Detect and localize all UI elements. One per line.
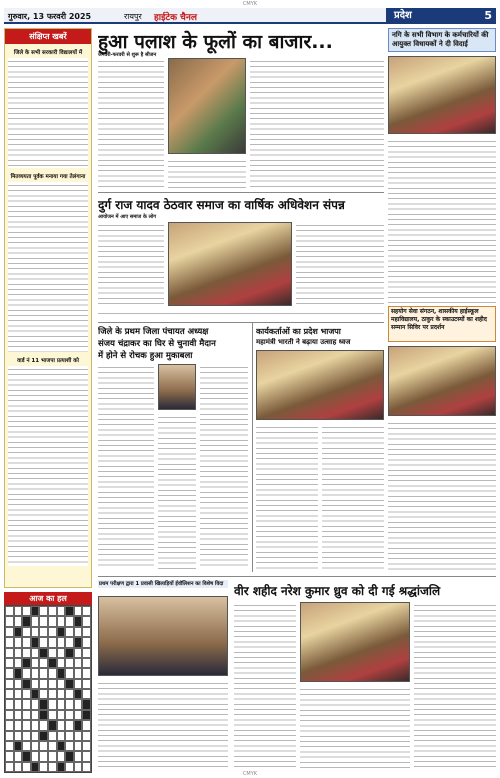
crossword-cell	[48, 668, 57, 678]
crossword-cell	[5, 658, 14, 668]
page-number: 5	[484, 9, 492, 22]
crossword-cell	[65, 668, 74, 678]
crossword-cell	[65, 658, 74, 668]
crossword-cell	[82, 648, 91, 658]
brief-text	[8, 58, 88, 168]
crossword-cell	[14, 741, 23, 751]
main-story-col2	[168, 158, 246, 188]
crossword-cell	[82, 627, 91, 637]
crossword-cell	[48, 741, 57, 751]
crossword-cell	[57, 606, 66, 616]
crossword-cell	[31, 606, 40, 616]
crossword-cell	[22, 720, 31, 730]
sanjay-portrait	[158, 364, 196, 410]
crossword-cell	[5, 616, 14, 626]
crossword-cell	[39, 741, 48, 751]
crossword-cell	[65, 731, 74, 741]
crossword-cell	[39, 616, 48, 626]
crossword-cell	[48, 637, 57, 647]
crossword-cell	[31, 751, 40, 761]
crossword-cell	[82, 689, 91, 699]
crossword-cell	[31, 720, 40, 730]
crossword-cell	[48, 720, 57, 730]
brief-headline: जिले के सभी सरकारी विद्यालयों में	[13, 50, 83, 56]
crossword-cell	[14, 616, 23, 626]
crossword-cell	[22, 616, 31, 626]
crossword-cell	[65, 616, 74, 626]
crossword-cell	[5, 606, 14, 616]
crossword-cell	[74, 689, 83, 699]
crossword-cell	[22, 741, 31, 751]
crossword-cell	[74, 616, 83, 626]
crossword-cell	[22, 751, 31, 761]
crossword-cell	[48, 679, 57, 689]
crossword-cell	[65, 637, 74, 647]
bottom-left-photo	[98, 596, 228, 676]
crossword-cell	[22, 699, 31, 709]
crossword-cell	[31, 658, 40, 668]
karyakarta-headline-2: महामंत्री भारती ने बढ़ाया उत्साह ध्वज	[256, 338, 351, 346]
crossword-cell	[22, 648, 31, 658]
sanjay-col2	[158, 414, 196, 570]
karyakarta-col1	[256, 424, 318, 570]
briefs-column	[4, 28, 92, 588]
brief-text	[8, 366, 88, 566]
crossword-cell	[57, 699, 66, 709]
right-mid-headline: सहयोग सेवा संगठन, शासकीय हाईस्कूल महाविद्यालय, ठाकुर के स्काउटस्यों का शहीद सम्मान सिविर पर प्रदर्शन	[388, 306, 496, 342]
brief-text	[8, 182, 88, 352]
crossword-cell	[82, 720, 91, 730]
crossword-cell	[22, 668, 31, 678]
briefs-title: संक्षिप्त खबरें	[5, 29, 91, 44]
crossword-cell	[22, 637, 31, 647]
crossword-cell	[82, 710, 91, 720]
crossword-cell	[74, 699, 83, 709]
crossword-cell	[14, 720, 23, 730]
right-top-text	[388, 138, 496, 306]
crossword-cell	[14, 751, 23, 761]
durg-col3	[98, 310, 384, 318]
crossword-cell	[74, 720, 83, 730]
crossword-cell	[57, 658, 66, 668]
naresh-col1	[234, 602, 296, 770]
crossword-cell	[74, 731, 83, 741]
crossword-cell	[48, 606, 57, 616]
crossword-cell	[39, 658, 48, 668]
crossword-cell	[74, 741, 83, 751]
crossword-cell	[39, 627, 48, 637]
crossword-cell	[65, 720, 74, 730]
crossword-cell	[31, 616, 40, 626]
crossword-cell	[22, 731, 31, 741]
sanjay-headline-2: संजय चंद्राकर का घिर से चुनावी मैदान	[98, 339, 216, 349]
crossword-cell	[31, 679, 40, 689]
crossword-title: आज का हल	[4, 592, 92, 605]
crossword-cell	[48, 648, 57, 658]
crossword-cell	[14, 689, 23, 699]
crossword-cell	[74, 648, 83, 658]
crossword-cell	[48, 699, 57, 709]
durg-col1	[98, 222, 164, 306]
crossword-cell	[14, 731, 23, 741]
crossword-cell	[57, 710, 66, 720]
crossword-cell	[39, 606, 48, 616]
crossword-cell	[57, 648, 66, 658]
crossword-cell	[74, 679, 83, 689]
crossword-cell	[57, 637, 66, 647]
divider	[98, 192, 384, 193]
karyakarta-headline-1: कार्यकर्ताओं का प्रदेश भाजपा	[256, 327, 341, 336]
crossword-cell	[65, 689, 74, 699]
crossword-cell	[39, 699, 48, 709]
crossword-cell	[14, 668, 23, 678]
durg-col2	[296, 222, 384, 306]
crossword-cell	[57, 751, 66, 761]
right-top-photo	[388, 56, 496, 134]
sanjay-headline-3: में होने से रोचक हुआ मुकाबला	[98, 351, 193, 361]
crossword-cell	[39, 689, 48, 699]
crossword-cell	[48, 751, 57, 761]
crossword-cell	[74, 658, 83, 668]
crossword-cell	[31, 637, 40, 647]
crossword-cell	[82, 616, 91, 626]
crossword-cell	[82, 731, 91, 741]
durg-sub: आयोजन में आए समाज के लोग	[98, 214, 157, 220]
crossword-cell	[31, 689, 40, 699]
right-mid-photo	[388, 346, 496, 416]
brief-headline: वार्ड नं 11 भाजपा प्रत्याशी को	[17, 358, 79, 364]
main-headline: हुआ पलाश के फूलों का बाजार...	[98, 31, 333, 53]
divider	[252, 322, 253, 572]
naresh-photo	[300, 602, 410, 682]
bottom-left-text	[98, 680, 228, 770]
crossword-cell	[39, 731, 48, 741]
city-name: रायपुर	[124, 12, 142, 21]
crossword-cell	[14, 710, 23, 720]
crossword-cell	[31, 710, 40, 720]
right-box-headline: नगि के सभी विभाग के कर्मचारियों की आयुक्त विधायकों ने दी विदाई	[388, 28, 496, 52]
right-mid-text	[388, 420, 496, 570]
crossword-cell	[14, 606, 23, 616]
main-story-col3	[250, 58, 384, 188]
crossword-cell	[82, 741, 91, 751]
page-header	[4, 8, 496, 24]
crossword-cell	[22, 658, 31, 668]
crossword-cell	[65, 606, 74, 616]
crossword-cell	[14, 658, 23, 668]
crossword-cell	[5, 668, 14, 678]
crossword-cell	[39, 637, 48, 647]
crossword-cell	[65, 710, 74, 720]
brand-name: हाईटेक चैनल	[154, 13, 197, 23]
crossword-cell	[48, 731, 57, 741]
crossword-cell	[48, 689, 57, 699]
crossword-cell	[31, 648, 40, 658]
crossword-cell	[74, 751, 83, 761]
crossword-cell	[31, 741, 40, 751]
crossword-cell	[22, 606, 31, 616]
crossword-cell	[82, 606, 91, 616]
crossword-cell	[5, 627, 14, 637]
crossword-cell	[14, 637, 23, 647]
crossword-cell	[65, 751, 74, 761]
crossword-cell	[82, 679, 91, 689]
crossword-cell	[5, 731, 14, 741]
crossword-cell	[74, 668, 83, 678]
crossword-cell	[5, 751, 14, 761]
crossword-cell	[48, 627, 57, 637]
cmyk-mark-top: CMYK	[242, 1, 258, 7]
durg-headline: दुर्ग राज यादव ठेठवार समाज का वार्षिक अधिवेशन संपन्न	[98, 198, 345, 212]
crossword-cell	[57, 627, 66, 637]
naresh-col2	[300, 686, 410, 770]
section-label: प्रदेश	[386, 8, 496, 24]
crossword-cell	[22, 710, 31, 720]
crossword-cell	[31, 627, 40, 637]
crossword-cell	[22, 627, 31, 637]
crossword-cell	[39, 668, 48, 678]
durg-photo	[168, 222, 292, 306]
divider	[98, 576, 496, 577]
crossword-cell	[74, 606, 83, 616]
crossword-cell	[5, 710, 14, 720]
crossword-cell	[57, 668, 66, 678]
crossword-cell	[65, 627, 74, 637]
crossword-cell	[31, 731, 40, 741]
crossword-cell	[65, 699, 74, 709]
karyakarta-col2	[322, 424, 384, 570]
crossword-cell	[48, 658, 57, 668]
crossword-cell	[39, 720, 48, 730]
crossword-cell	[5, 648, 14, 658]
crossword-cell	[31, 668, 40, 678]
karyakarta-photo	[256, 350, 384, 420]
crossword-cell	[39, 648, 48, 658]
crossword-cell	[14, 679, 23, 689]
naresh-col3	[414, 602, 496, 770]
crossword-cell	[57, 720, 66, 730]
brief-headline: मितव्ययता पूर्वक मनाया गया तेलंगाना	[10, 174, 86, 180]
crossword-cell	[14, 627, 23, 637]
crossword-cell	[82, 658, 91, 668]
crossword-cell	[14, 648, 23, 658]
sanjay-col3	[200, 364, 248, 570]
crossword-cell	[82, 699, 91, 709]
crossword-cell	[74, 637, 83, 647]
crossword-cell	[82, 668, 91, 678]
sanjay-headline-1: जिले के प्रथम जिला पंचायत अध्यक्ष	[98, 327, 209, 337]
crossword-cell	[57, 731, 66, 741]
crossword-cell	[57, 741, 66, 751]
crossword-cell	[5, 720, 14, 730]
crossword-cell	[65, 648, 74, 658]
crossword-cell	[39, 751, 48, 761]
crossword-cell	[82, 751, 91, 761]
issue-date: गुरुवार, 13 फरवरी 2025	[8, 12, 92, 21]
crossword-cell	[74, 627, 83, 637]
crossword-cell	[48, 616, 57, 626]
crossword-cell	[14, 699, 23, 709]
crossword-cell	[65, 679, 74, 689]
crossword-cell	[39, 710, 48, 720]
bottom-sub-headline: प्रथम परीक्षण द्वारा 1 प्रवासी खिलाड़ियों ईवॉलिशन का विशेष विदा	[98, 580, 228, 588]
crossword-cell	[57, 689, 66, 699]
crossword-cell	[57, 616, 66, 626]
crossword-cell	[5, 741, 14, 751]
crossword-cell	[74, 710, 83, 720]
crossword-cell	[5, 679, 14, 689]
cmyk-mark-bottom: CMYK	[242, 771, 258, 777]
crossword-cell	[48, 710, 57, 720]
crossword-cell	[5, 637, 14, 647]
crossword-cell	[65, 741, 74, 751]
crossword-cell	[39, 679, 48, 689]
crossword-cell	[57, 679, 66, 689]
sanjay-col1	[98, 364, 154, 570]
crossword-cell	[31, 699, 40, 709]
naresh-headline: वीर शहीद नरेश कुमार ध्रुव को दी गई श्रद्धांजलि	[234, 584, 441, 598]
crossword-cell	[5, 699, 14, 709]
divider	[98, 322, 384, 323]
crossword-cell	[22, 689, 31, 699]
crossword-cell	[82, 637, 91, 647]
main-story-sub: जनवरी-फरवरी से शुरू है सीजन	[98, 52, 157, 58]
crossword-cell	[22, 679, 31, 689]
main-story-photo	[168, 58, 246, 154]
main-story-col1	[98, 58, 164, 188]
crossword-grid	[4, 605, 92, 773]
crossword-cell	[5, 689, 14, 699]
